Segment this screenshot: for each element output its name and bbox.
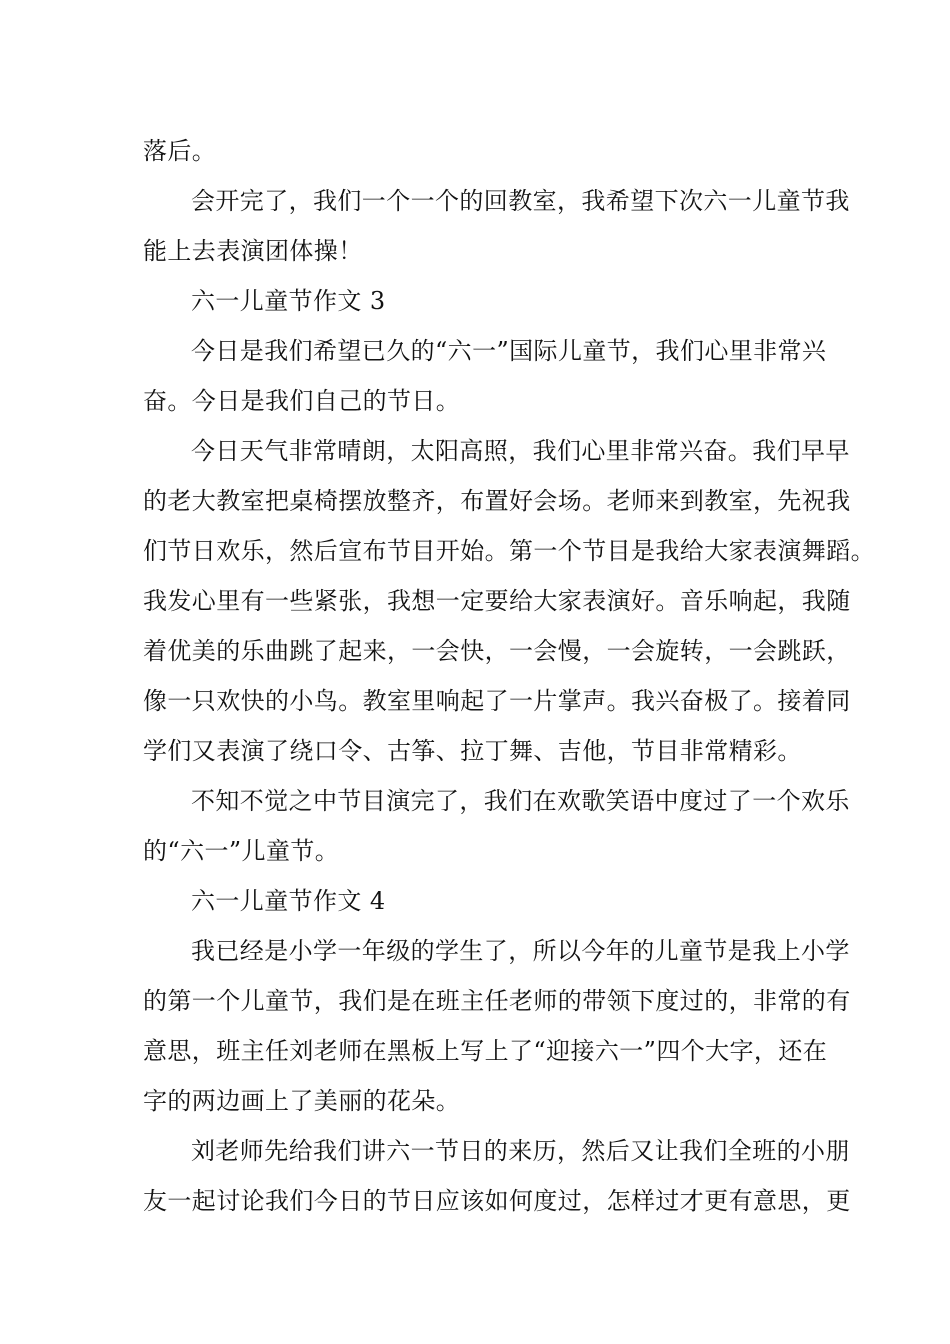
text-line: 学们又表演了绕口令、古筝、拉丁舞、吉他，节目非常精彩。	[143, 737, 802, 765]
paragraph-start: 会开完了，我们一个一个的回教室，我希望下次六一儿童节我	[191, 187, 850, 215]
text-line: 的“六一”儿童节。	[143, 837, 340, 865]
paragraph-start: 刘老师先给我们讲六一节日的来历，然后又让我们全班的小朋	[191, 1137, 850, 1165]
text-line: 我发心里有一些紧张，我想一定要给大家表演好。音乐响起，我随	[143, 587, 851, 615]
paragraph-start: 我已经是小学一年级的学生了，所以今年的儿童节是我上小学	[191, 937, 850, 965]
text-line: 们节日欢乐，然后宣布节目开始。第一个节目是我给大家表演舞蹈。	[143, 537, 875, 565]
text-line: 像一只欢快的小鸟。教室里响起了一片掌声。我兴奋极了。接着同	[143, 687, 851, 715]
paragraph-start: 今日天气非常晴朗，太阳高照，我们心里非常兴奋。我们早早	[191, 437, 850, 465]
text-line: 能上去表演团体操！	[143, 237, 363, 265]
section-heading: 六一儿童节作文 4	[191, 887, 386, 915]
text-line: 字的两边画上了美丽的花朵。	[143, 1087, 461, 1115]
text-line: 意思，班主任刘老师在黑板上写上了“迎接六一”四个大字，还在	[143, 1037, 828, 1065]
text-line: 奋。今日是我们自己的节日。	[143, 387, 461, 415]
section-heading: 六一儿童节作文 3	[191, 287, 386, 315]
text-line: 的老大教室把桌椅摆放整齐，布置好会场。老师来到教室，先祝我	[143, 487, 851, 515]
text-line: 友一起讨论我们今日的节日应该如何度过，怎样过才更有意思，更	[143, 1187, 851, 1215]
text-line: 着优美的乐曲跳了起来，一会快，一会慢，一会旋转，一会跳跃，	[143, 637, 851, 665]
text-line: 的第一个儿童节，我们是在班主任老师的带领下度过的，非常的有	[143, 987, 851, 1015]
paragraph-start: 不知不觉之中节目演完了，我们在欢歌笑语中度过了一个欢乐	[191, 787, 850, 815]
text-line: 落后。	[143, 137, 217, 165]
paragraph-start: 今日是我们希望已久的“六一”国际儿童节，我们心里非常兴	[191, 337, 827, 365]
